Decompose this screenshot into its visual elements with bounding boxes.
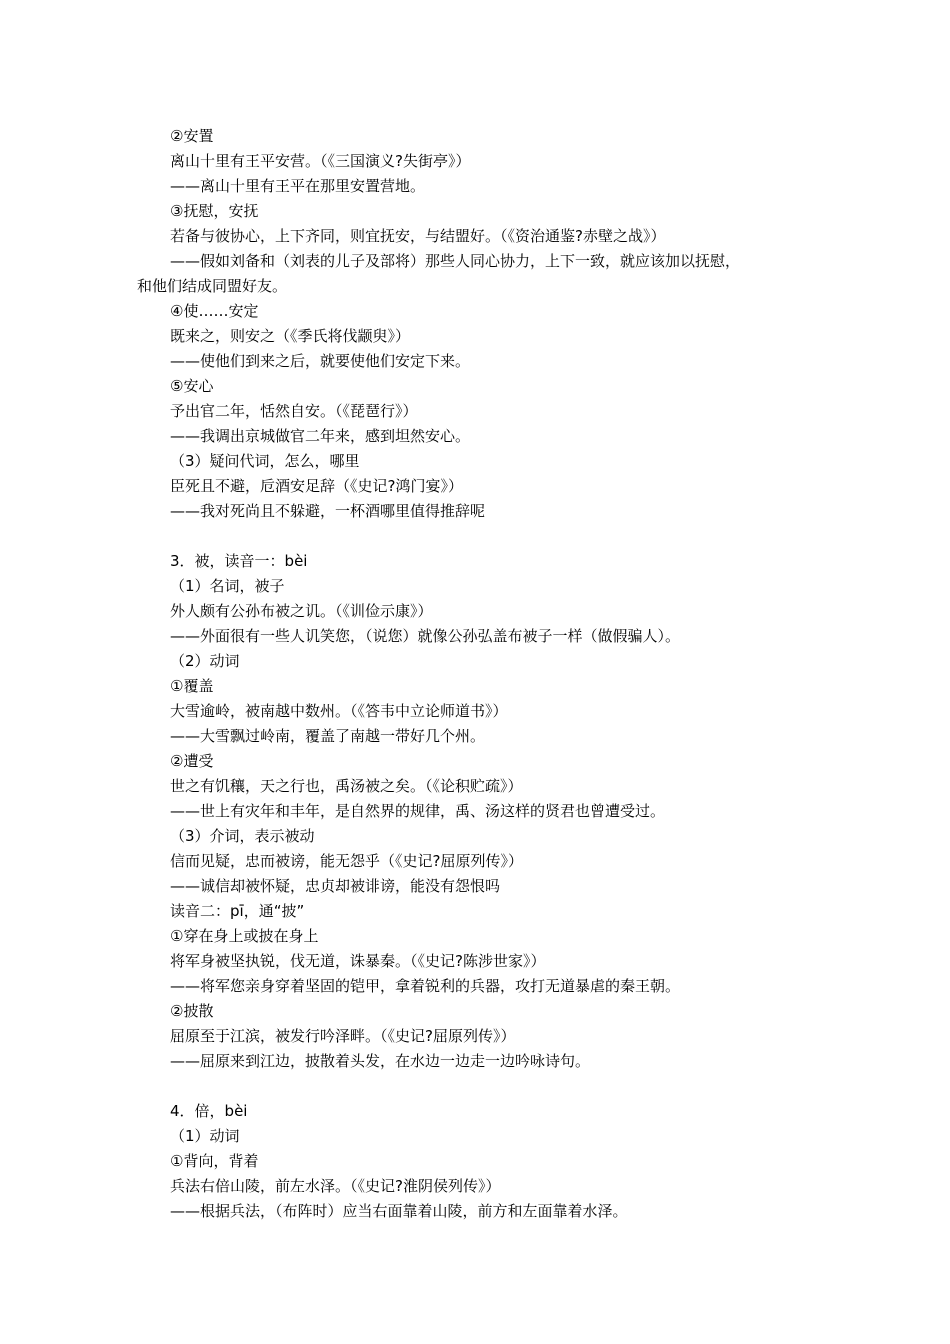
part-of-speech-heading: （1）动词 (170, 1127, 240, 1145)
translation: ——根据兵法，（布阵时）应当右面靠着山陵，前方和左面靠着水泽。 (170, 1202, 628, 1220)
example-sentence: 予出官二年，恬然自安。（《琵琶行》） (170, 402, 418, 420)
sense-heading: ④使……安定 (170, 302, 259, 320)
translation: ——外面很有一些人讥笑您，（说您）就像公孙弘盖布被子一样（做假骗人）。 (170, 627, 681, 645)
example-sentence: 兵法右倍山陵，前左水泽。（《史记?淮阴侯列传》） (170, 1177, 501, 1195)
sense-heading: ⑤安心 (170, 377, 214, 395)
translation: ——离山十里有王平在那里安置营地。 (170, 177, 426, 195)
pronunciation-heading: 读音二：pī，通“披” (170, 902, 305, 920)
example-sentence: 若备与彼协心，上下齐同，则宜抚安，与结盟好。（《资治通鉴?赤壁之战》） (170, 227, 666, 245)
translation: ——将军您亲身穿着坚固的铠甲，拿着锐利的兵器，攻打无道暴虐的秦王朝。 (170, 977, 681, 995)
translation: ——大雪飘过岭南，覆盖了南越一带好几个州。 (170, 727, 486, 745)
sense-heading: ②披散 (170, 1002, 214, 1020)
translation: ——世上有灾年和丰年，是自然界的规律，禹、汤这样的贤君也曾遭受过。 (170, 802, 666, 820)
blank-line (0, 524, 950, 549)
example-sentence: 屈原至于江滨，被发行吟泽畔。（《史记?屈原列传》） (170, 1027, 516, 1045)
sense-heading: ①背向，背着 (170, 1152, 259, 1170)
part-of-speech-heading: （2）动词 (170, 652, 240, 670)
example-sentence: 既来之，则安之（《季氏将伐颛臾》） (170, 327, 411, 345)
translation: ——使他们到来之后，就要使他们安定下来。 (170, 352, 471, 370)
translation: ——假如刘备和（刘表的儿子及部将）那些人同心协力，上下一致，就应该加以抚慰， (170, 252, 741, 270)
blank-line (0, 1074, 950, 1099)
translation: ——我对死尚且不躲避，一杯酒哪里值得推辞呢 (170, 502, 486, 520)
sense-heading: ①覆盖 (170, 677, 214, 695)
translation: ——诚信却被怀疑，忠贞却被诽谤，能没有怨恨吗 (170, 877, 501, 895)
sense-heading: ③抚慰，安抚 (170, 202, 259, 220)
part-of-speech-heading: （1）名词，被子 (170, 577, 285, 595)
translation-continued: 和他们结成同盟好友。 (137, 277, 288, 295)
translation: ——屈原来到江边，披散着头发，在水边一边走一边吟咏诗句。 (170, 1052, 591, 1070)
example-sentence: 信而见疑，忠而被谤，能无怨乎（《史记?屈原列传》） (170, 852, 523, 870)
part-of-speech-heading: （3）介词，表示被动 (170, 827, 315, 845)
example-sentence: 臣死且不避，卮酒安足辞（《史记?鸿门宴》） (170, 477, 463, 495)
example-sentence: 将军身被坚执锐，伐无道，诛暴秦。（《史记?陈涉世家》） (170, 952, 546, 970)
part-of-speech-heading: （3）疑问代词，怎么，哪里 (170, 452, 360, 470)
sense-heading: ②安置 (170, 127, 214, 145)
example-sentence: 外人颇有公孙布被之讥。（《训俭示康》） (170, 602, 433, 620)
example-sentence: 离山十里有王平安营。（《三国演义?失街亭》） (170, 152, 471, 170)
entry-heading: 3．被，读音一：bèi (170, 552, 308, 570)
example-sentence: 世之有饥穰，天之行也，禹汤被之矣。（《论积贮疏》） (170, 777, 523, 795)
translation: ——我调出京城做官二年来，感到坦然安心。 (170, 427, 471, 445)
document-body (0, 124, 950, 1224)
example-sentence: 大雪逾岭，被南越中数州。（《答韦中立论师道书》） (170, 702, 508, 720)
entry-heading: 4．倍，bèi (170, 1102, 248, 1120)
sense-heading: ②遭受 (170, 752, 214, 770)
sense-heading: ①穿在身上或披在身上 (170, 927, 319, 945)
